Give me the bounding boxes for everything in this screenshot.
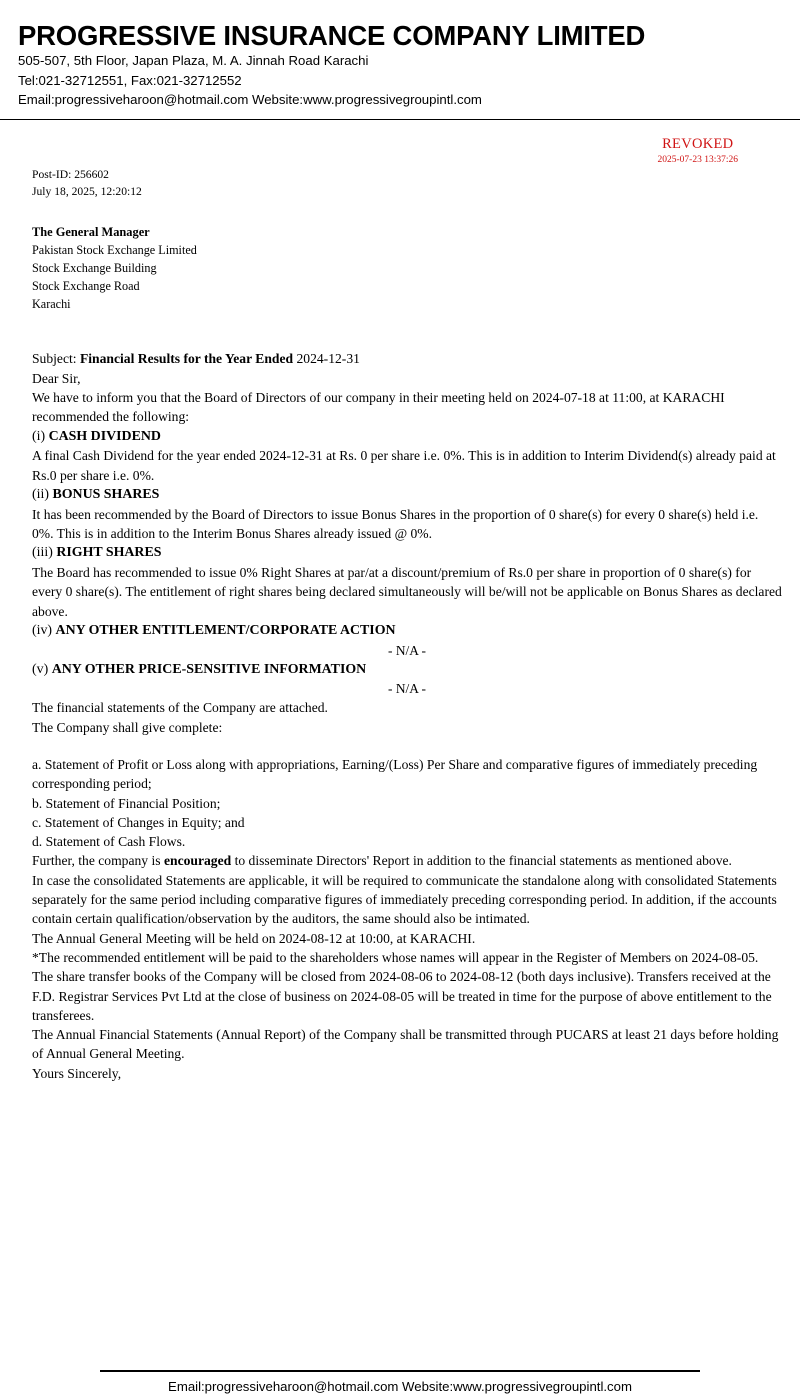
clause-text-cash-dividend: A final Cash Dividend for the year ended 2024-12-31 at Rs. 0 per share i.e. 0%. This is in addition to Interim Dividend(s) already paid at Rs.0 per share i.e. 0%. [32, 448, 776, 483]
clause-number-ii: (ii) [32, 486, 49, 502]
entitlement-note: *The recommended entitlement will be paid to the shareholders whose names will appear in the Register of Members on 2024-08-05. [32, 949, 759, 965]
salutation: Dear Sir, [32, 370, 81, 386]
clause-text-bonus-shares: It has been recommended by the Board of Directors to issue Bonus Shares in the proportion of 0 share(s) for every 0 share(s) held i.e. 0%. This is in addition to the Interim Bonus Shares already issued @ 0%. [32, 506, 759, 541]
footer-divider [100, 1370, 700, 1372]
clause-heading-price-sensitive [32, 660, 782, 680]
clause-number-v: (v) [32, 661, 49, 677]
clause-heading-bonus-shares [32, 485, 782, 505]
list-item: a. Statement of Profit or Loss along with appropriations, Earning/(Loss) Per Share and comparative figures of immediately preceding corresponding period; [32, 757, 758, 792]
clause-number-iii: (iii) [32, 545, 53, 561]
clause-text-price-sensitive: - N/A - [388, 681, 426, 697]
header-divider [0, 119, 800, 120]
closing-line: Yours Sincerely, [32, 1065, 122, 1081]
company-address: 505-507, 5th Floor, Japan Plaza, M. A. Jinnah Road Karachi [18, 52, 369, 68]
transfer-books-paragraph: The share transfer books of the Company will be closed from 2024-08-06 to 2024-08-12 (both days inclusive). Transfers received at the F.D. Registrar Services Pvt Ltd at the close of business on 2024-08-05 will be treated in time for the purpose of above entitlement to the transferees. [32, 969, 772, 1023]
subject-line [32, 349, 782, 368]
list-item: b. Statement of Financial Position; [32, 795, 221, 811]
subject-bold: Financial Results for the Year Ended [79, 351, 294, 367]
intro-paragraph: We have to inform you that the Board of Directors of our company in their meeting held on 2024-07-18 at 11:00, at KARACHI recommended the following: [32, 390, 725, 425]
clause-text-other-entitlement: - N/A - [388, 642, 426, 658]
company-name: PROGRESSIVE INSURANCE COMPANY LIMITED [18, 20, 646, 51]
post-id: Post-ID: 256602 [32, 168, 109, 182]
clause-heading-other-entitlement [32, 621, 782, 641]
subject-value: 2024-12-31 [296, 351, 360, 367]
addressee-building: Stock Exchange Building [32, 261, 157, 276]
letterhead [0, 0, 800, 110]
clause-number-i: (i) [32, 428, 46, 444]
list-item: d. Statement of Cash Flows. [32, 834, 186, 850]
further-bold: encouraged [163, 853, 232, 869]
attached-note: The financial statements of the Company are attached. [32, 700, 328, 716]
clause-title-iv: ANY OTHER ENTITLEMENT/CORPORATE ACTION [55, 622, 396, 638]
further-paragraph [32, 851, 782, 870]
addressee-title: The General Manager [32, 224, 150, 239]
pucars-paragraph: The Annual Financial Statements (Annual Report) of the Company shall be transmitted through PUCARS at least 21 days before holding of Annual General Meeting. [32, 1027, 779, 1062]
list-item: c. Statement of Changes in Equity; and [32, 814, 245, 830]
subject-prefix: Subject: [32, 351, 77, 367]
clause-heading-cash-dividend [32, 427, 782, 447]
revoked-timestamp: 2025-07-23 13:37:26 [657, 155, 738, 165]
clause-text-right-shares: The Board has recommended to issue 0% Right Shares at par/at a discount/premium of Rs.0 per share in proportion of 0 share(s) for every 0 share(s). The entitlement of right shares being declared simultaneously will be/will not be applicable on Bonus Shares as declared above. [32, 564, 782, 619]
clause-title-i: CASH DIVIDEND [48, 428, 161, 444]
addressee-block [32, 223, 782, 314]
shall-give-label: The Company shall give complete: [32, 719, 223, 735]
further-pre: Further, the company is [32, 853, 164, 869]
clause-number-iv: (iv) [32, 622, 53, 638]
clause-heading-right-shares [32, 543, 782, 563]
company-phone-fax: Tel:021-32712551, Fax:021-32712552 [18, 72, 242, 88]
addressee-street: Stock Exchange Road [32, 279, 140, 294]
clause-title-iii: RIGHT SHARES [56, 545, 162, 561]
footer-contact: Email:progressiveharoon@hotmail.com Website:www.progressivegroupintl.com [168, 1379, 632, 1394]
addressee-org: Pakistan Stock Exchange Limited [32, 243, 197, 258]
company-email-website: Email:progressiveharoon@hotmail.com Website:www.progressivegroupintl.com [18, 92, 482, 108]
clause-title-ii: BONUS SHARES [52, 486, 160, 502]
further-post: to disseminate Directors' Report in addition to the financial statements as mentioned above. [231, 853, 732, 869]
statement-list [32, 755, 782, 851]
revoked-label: REVOKED [662, 136, 734, 152]
clause-title-v: ANY OTHER PRICE-SENSITIVE INFORMATION [51, 661, 367, 677]
document-body [0, 166, 800, 1083]
consolidated-paragraph: In case the consolidated Statements are applicable, it will be required to communicate the standalone along with consolidated Statements separately for the same period including comparative figures of immediately preceding corresponding period. In addition, if the accounts contain certain qualification/observation by the auditors, the same should also be intimated. [32, 872, 777, 927]
addressee-city: Karachi [32, 297, 71, 312]
status-badge-revoked [658, 136, 738, 165]
post-date: July 18, 2025, 12:20:12 [32, 185, 142, 199]
post-meta [32, 166, 782, 201]
agm-paragraph: The Annual General Meeting will be held on 2024-08-12 at 10:00, at KARACHI. [32, 930, 476, 946]
